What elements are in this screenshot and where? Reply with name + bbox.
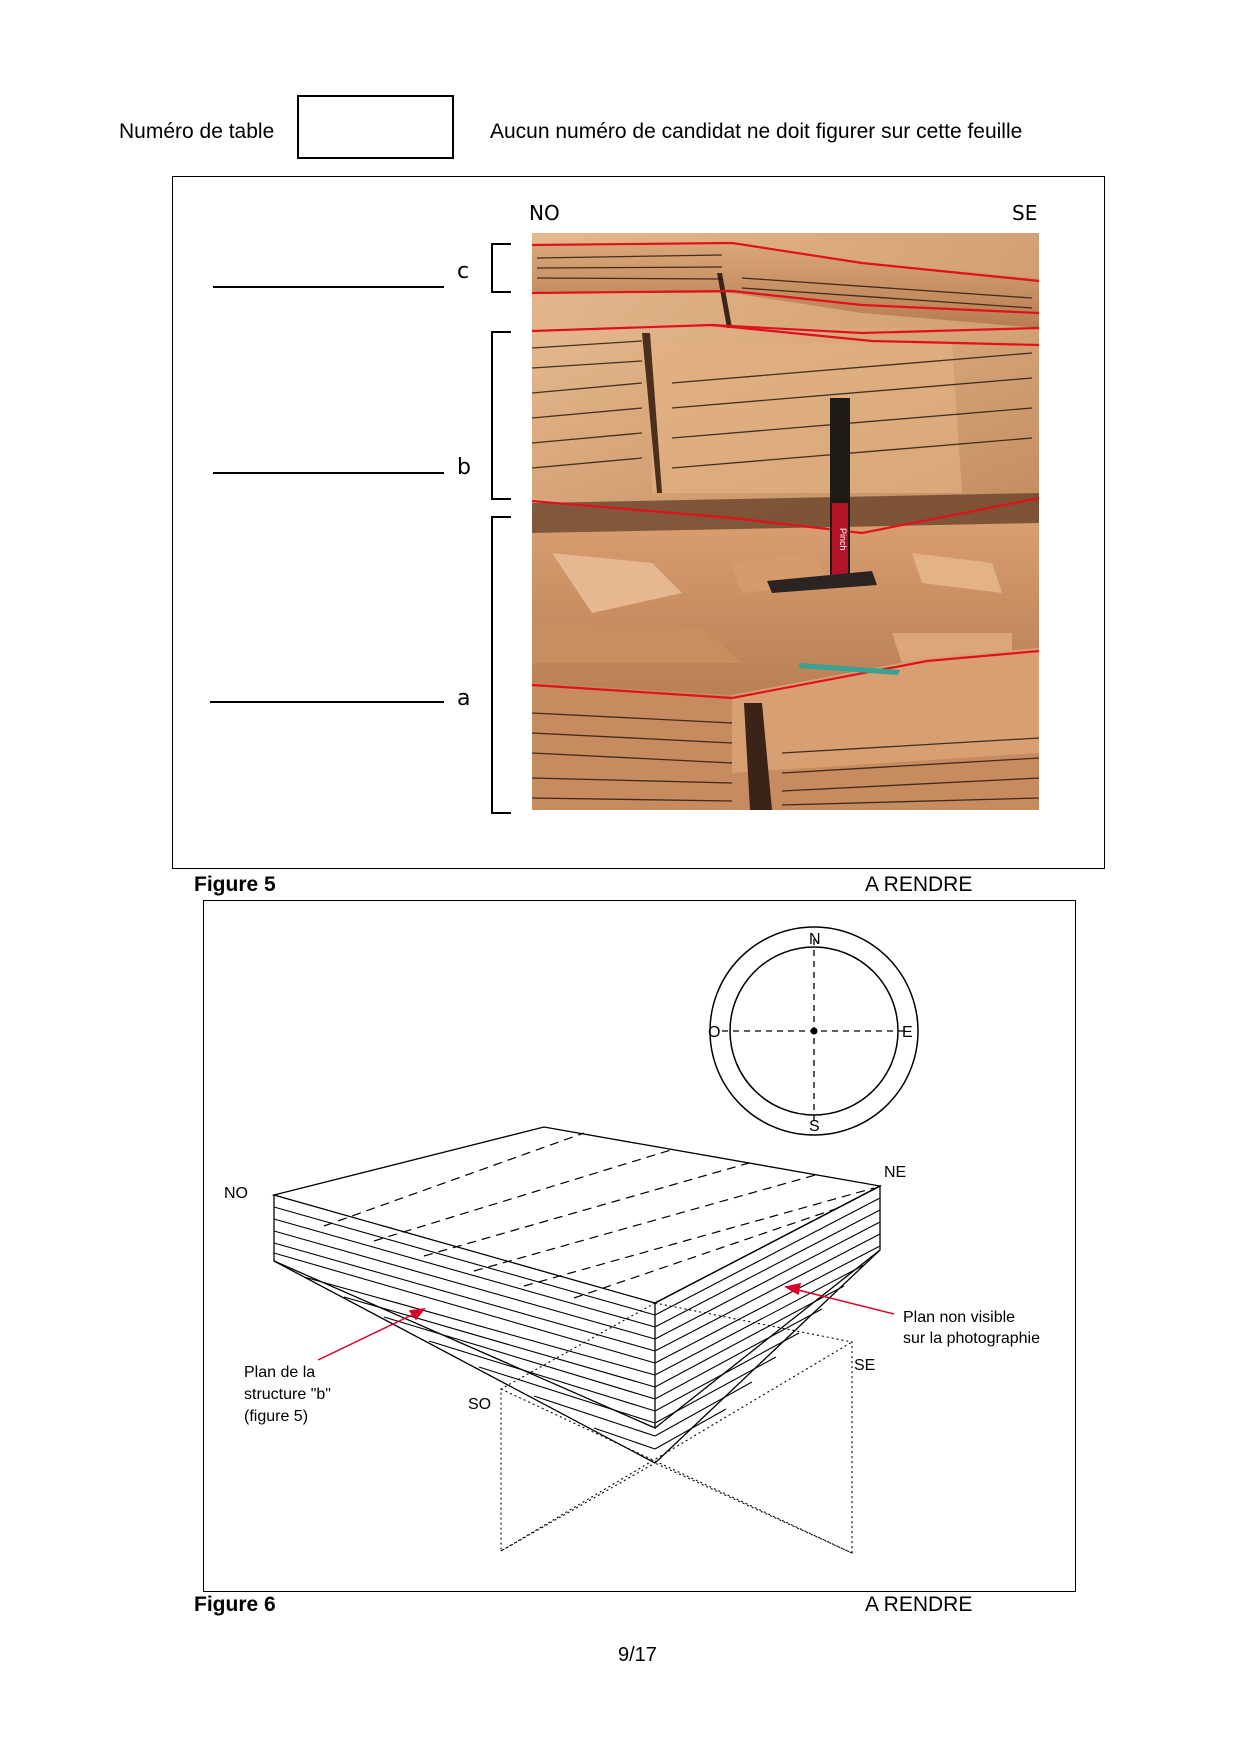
bracket-b (492, 332, 511, 499)
figure5-a-rendre: A RENDRE (865, 873, 973, 896)
corner-se: SE (854, 1357, 876, 1374)
answer-line-b[interactable] (213, 472, 444, 474)
label-plan-b-3: (figure 5) (244, 1408, 309, 1425)
corner-no: NO (224, 1185, 248, 1202)
label-plan-b-1: Plan de la (244, 1364, 316, 1381)
layer-brackets (480, 235, 530, 815)
bracket-c (492, 244, 511, 292)
figure5-caption: Figure 5 (194, 873, 276, 896)
table-number-label: Numéro de table (119, 120, 275, 143)
layer-label-c: c (457, 259, 470, 284)
figure6-caption: Figure 6 (194, 1593, 276, 1616)
fig5-direction-no: NO (529, 201, 560, 225)
label-plan-b-2: structure "b" (244, 1386, 331, 1403)
compass-e: E (902, 1024, 913, 1041)
compass-n: N (809, 931, 821, 948)
corner-ne: NE (884, 1164, 907, 1181)
answer-line-c[interactable] (213, 286, 444, 288)
label-hidden-plane-2: sur la photographie (903, 1330, 1040, 1347)
label-hidden-plane-1: Plan non visible (903, 1309, 1016, 1326)
outcrop-photo (532, 233, 1039, 810)
bracket-a (492, 517, 511, 813)
compass (708, 927, 918, 1135)
layer-label-a: a (457, 686, 471, 711)
page-number: 9/17 (618, 1644, 657, 1666)
hammer-brand-text: Pinch (838, 528, 848, 551)
compass-s: S (809, 1118, 820, 1135)
fig5-direction-se: SE (1012, 201, 1038, 225)
compass-o: O (708, 1024, 721, 1041)
table-number-box[interactable] (297, 95, 454, 159)
candidate-notice: Aucun numéro de candidat ne doit figurer sur cette feuille (490, 120, 1023, 143)
figure6-a-rendre: A RENDRE (865, 1593, 973, 1616)
block-diagram (204, 901, 1074, 1591)
corner-so: SO (468, 1396, 492, 1413)
answer-line-a[interactable] (210, 701, 444, 703)
layer-label-b: b (457, 455, 471, 480)
